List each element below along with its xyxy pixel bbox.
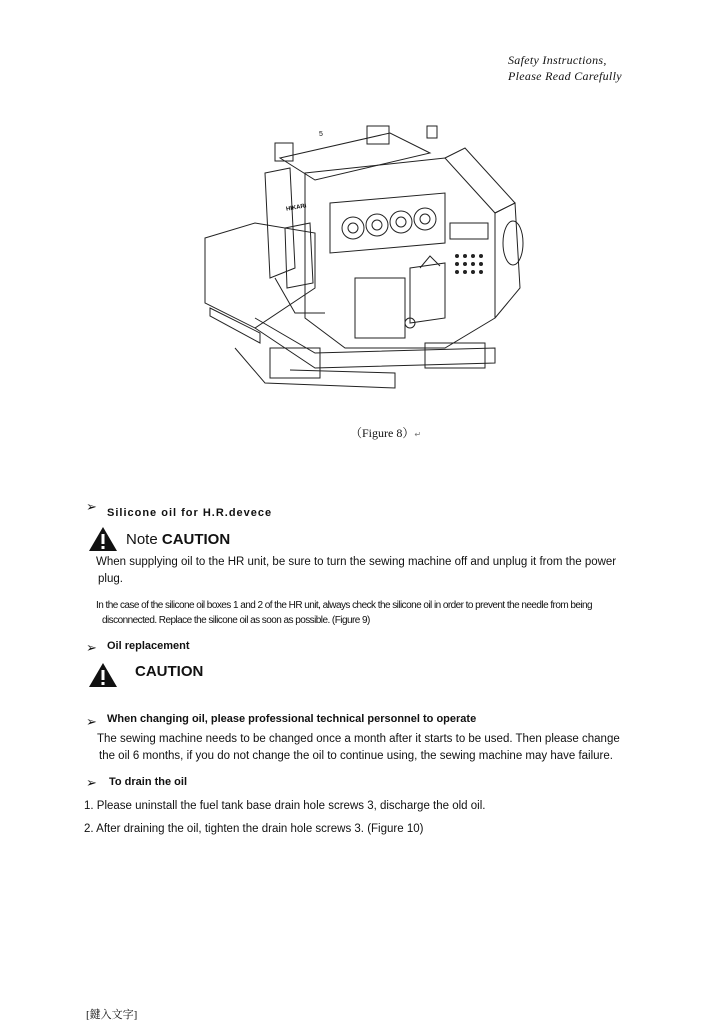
silicone-heading: Silicone oil for H.R.devece: [107, 507, 273, 519]
para-line: the oil 6 months, if you do not change the oil to continue using, the sewing machine may have failure.: [99, 750, 613, 762]
bullet-silicone: ➢: [86, 499, 97, 514]
para-line: plug.: [98, 573, 123, 585]
footer-placeholder: [鍵入文字]: [86, 1009, 138, 1021]
header-line-2: Please Read Carefully: [508, 69, 622, 83]
para-line: The sewing machine needs to be changed once a month after it starts to be used. Then please change: [97, 733, 620, 745]
header-line-1: Safety Instructions,: [508, 53, 607, 67]
figure-8-caption: [350, 424, 421, 441]
drain-step-1: 1. Please uninstall the fuel tank base drain hole screws 3, discharge the old oil.: [84, 800, 486, 812]
brand-label: HIKARI: [285, 203, 308, 213]
bullet-oil-replacement: ➢: [86, 640, 97, 655]
warning-triangle-icon: [88, 662, 118, 688]
changing-heading: When changing oil, please professional technical personnel to operate: [107, 713, 477, 725]
silicone-para-1: [96, 554, 616, 588]
drain-heading: To drain the oil: [109, 776, 188, 788]
para-line: When supplying oil to the HR unit, be sure to turn the sewing machine off and unplug it from the power: [96, 556, 617, 568]
oil-replacement-heading: Oil replacement: [107, 640, 190, 652]
caption-suffix: ↵: [414, 430, 422, 439]
note-caution-heading: [126, 531, 230, 548]
caution-word: CAUTION: [161, 531, 231, 548]
oil-caution-heading: CAUTION: [135, 663, 204, 680]
silicone-para-2: [96, 598, 592, 628]
para-line: In the case of the silicone oil boxes 1 and 2 of the HR unit, always check the silicone oil in order to prevent the needle from being: [96, 600, 593, 611]
bullet-changing: ➢: [86, 714, 97, 729]
warning-triangle-icon: [88, 526, 118, 552]
note-prefix: Note: [126, 531, 162, 548]
page-header: [508, 52, 622, 84]
para-line: disconnected. Replace the silicone oil as soon as possible. (Figure 9): [102, 615, 370, 626]
drain-step-2: 2. After draining the oil, tighten the drain hole screws 3. (Figure 10): [84, 823, 424, 835]
callout-5-label: 5: [319, 131, 323, 138]
caption-text: （Figure 8）: [350, 426, 415, 440]
changing-paragraph: [97, 731, 620, 765]
sewing-machine-illustration: [195, 118, 530, 398]
bullet-drain: ➢: [86, 775, 97, 790]
